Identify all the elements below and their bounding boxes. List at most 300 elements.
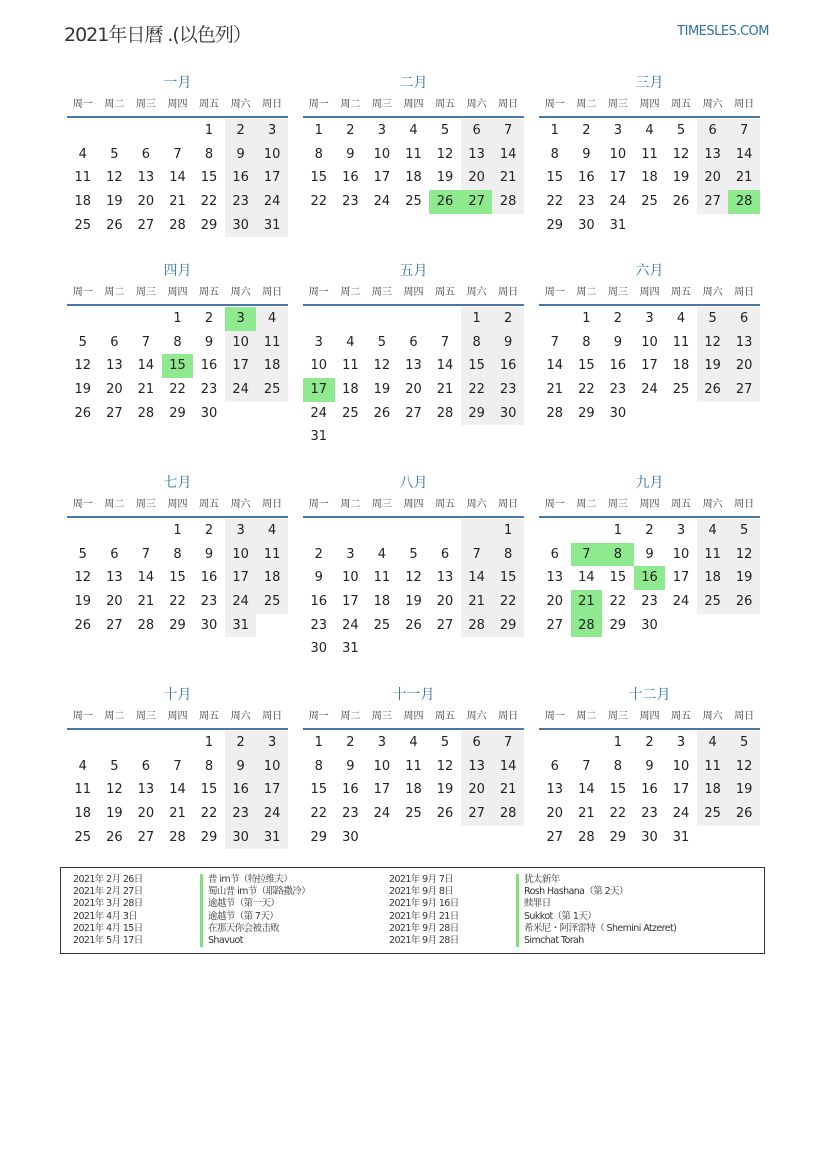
- day-cell: 1: [613, 735, 623, 750]
- holiday-name: 逾越节（第 7天）: [200, 911, 278, 923]
- day-cell: 2: [204, 311, 214, 326]
- empty-cell: [303, 519, 335, 543]
- month-name: 三月: [635, 75, 664, 91]
- day-cell: 9: [582, 146, 591, 162]
- day-cell: 25: [405, 806, 422, 822]
- day-cell: 18: [641, 170, 658, 186]
- day-cell: 24: [641, 382, 658, 398]
- empty-cell: [728, 826, 760, 850]
- weekday-label: 周二: [576, 99, 597, 110]
- empty-cell: [429, 425, 461, 449]
- day-cell: 19: [728, 778, 760, 802]
- day-cell: 5: [409, 546, 418, 562]
- day-cell: 22: [169, 382, 186, 398]
- day-cell: 31: [310, 429, 328, 445]
- day-cell: 30: [200, 617, 218, 633]
- holiday-row: [73, 923, 310, 935]
- day-cell: 1: [550, 123, 559, 138]
- weekday-label: 周日: [262, 499, 283, 510]
- day-cell: 4: [346, 334, 355, 350]
- empty-cell: [130, 119, 162, 143]
- empty-cell: [492, 826, 524, 850]
- empty-cell: [67, 731, 99, 755]
- day-cell: 16: [200, 358, 218, 374]
- day-cell: 2: [645, 735, 654, 750]
- day-cell: 14: [169, 782, 186, 798]
- day-cell: 11: [74, 782, 92, 798]
- day-cell: 24: [225, 590, 257, 614]
- day-cell: 20: [137, 806, 155, 822]
- day-cell: 9: [645, 546, 654, 562]
- weekday-label: 周三: [607, 99, 628, 110]
- day-cell: 12: [728, 755, 760, 779]
- day-cell: 20: [461, 166, 493, 190]
- month-name: 一月: [163, 75, 192, 91]
- weekday-header: [67, 94, 288, 118]
- day-cell: 17: [225, 354, 257, 378]
- holiday-date: 2021年 3月 28日: [73, 898, 143, 910]
- holiday-row: [73, 874, 310, 886]
- empty-cell: [130, 519, 162, 543]
- empty-cell: [366, 307, 398, 331]
- day-cell: 9: [225, 755, 257, 779]
- day-cell: 23: [609, 382, 627, 398]
- weekday-label: 周二: [104, 711, 125, 722]
- day-cell: 17: [672, 570, 690, 586]
- day-cell: 29: [578, 405, 595, 421]
- day-cell: 27: [546, 617, 564, 633]
- site-name[interactable]: TIMESLES.COM: [677, 24, 769, 39]
- day-cell: 8: [582, 334, 591, 350]
- day-cell: 14: [728, 143, 760, 167]
- day-cell: 3: [225, 519, 257, 543]
- weekday-label: 周五: [199, 711, 220, 722]
- day-cell: 28: [492, 802, 524, 826]
- holiday-row: [389, 935, 676, 947]
- day-cell: 14: [578, 570, 595, 586]
- day-cell: 5: [110, 758, 119, 774]
- day-cell: 20: [436, 594, 454, 610]
- day-cell: 10: [373, 146, 391, 162]
- day-cell: 15: [461, 354, 493, 378]
- day-cell: 6: [110, 334, 119, 350]
- day-cell: 5: [377, 334, 387, 350]
- month-calendar: [67, 72, 288, 237]
- day-cell: 22: [200, 806, 218, 822]
- day-cell: 20: [106, 594, 123, 610]
- day-cell: 13: [728, 331, 760, 355]
- empty-cell: [99, 307, 131, 331]
- day-cell: 21: [137, 594, 155, 610]
- day-cell: 25: [697, 590, 729, 614]
- day-cell: 21: [137, 382, 155, 398]
- empty-cell: [429, 637, 461, 661]
- weekday-label: 周四: [639, 287, 660, 298]
- weekday-label: 周五: [435, 287, 456, 298]
- day-cell: 28: [571, 614, 603, 638]
- empty-cell: [697, 214, 729, 238]
- day-cell: 8: [173, 334, 182, 350]
- day-cell: 26: [672, 194, 690, 210]
- day-cell: 28: [728, 190, 760, 214]
- month-calendar: [303, 72, 524, 214]
- day-cell: 27: [106, 405, 123, 421]
- day-cell: 28: [169, 829, 186, 845]
- day-cell: 18: [74, 806, 92, 822]
- day-cell: 12: [106, 170, 123, 186]
- empty-cell: [492, 637, 524, 661]
- day-cell: 27: [137, 829, 155, 845]
- day-cell: 2: [225, 119, 257, 143]
- day-cell: 23: [225, 190, 257, 214]
- day-cell: 26: [74, 405, 92, 421]
- month-calendar: [303, 472, 524, 661]
- day-cell: 2: [346, 123, 355, 138]
- day-cell: 2: [204, 523, 214, 538]
- empty-cell: [634, 214, 666, 238]
- day-cell: 22: [310, 194, 328, 210]
- day-cell: 22: [609, 806, 627, 822]
- day-cell: 26: [728, 590, 760, 614]
- day-cell: 14: [436, 358, 454, 374]
- day-cell: 3: [314, 334, 323, 350]
- day-cell: 25: [74, 217, 92, 233]
- weekday-label: 周四: [639, 711, 660, 722]
- day-cell: 20: [697, 166, 729, 190]
- weekday-label: 周三: [135, 99, 156, 110]
- weekday-label: 周四: [167, 287, 188, 298]
- weekday-label: 周四: [639, 99, 660, 110]
- day-cell: 8: [314, 758, 323, 774]
- day-cell: 6: [550, 546, 559, 562]
- day-cell: 1: [492, 519, 524, 543]
- day-cell: 7: [461, 543, 493, 567]
- day-cell: 26: [106, 217, 123, 233]
- empty-cell: [461, 826, 493, 850]
- day-cell: 18: [672, 358, 690, 374]
- day-cell: 4: [409, 735, 418, 750]
- day-cell: 29: [492, 614, 524, 638]
- day-cell: 4: [256, 307, 288, 331]
- day-cell: 26: [74, 617, 92, 633]
- day-cell: 3: [225, 307, 257, 331]
- day-cell: 11: [256, 331, 288, 355]
- month-calendar: [67, 472, 288, 637]
- weekday-header: [303, 282, 524, 306]
- day-cell: 3: [676, 735, 686, 750]
- day-cell: 16: [492, 354, 524, 378]
- empty-cell: [130, 307, 162, 331]
- weekday-label: 周五: [199, 499, 220, 510]
- weekday-label: 周六: [230, 711, 251, 722]
- weekday-label: 周六: [466, 711, 487, 722]
- day-cell: 15: [609, 570, 627, 586]
- day-grid: [67, 307, 288, 425]
- empty-cell: [429, 826, 461, 850]
- day-cell: 25: [697, 802, 729, 826]
- day-cell: 25: [373, 617, 391, 633]
- day-cell: 13: [546, 570, 564, 586]
- day-cell: 4: [697, 519, 729, 543]
- day-cell: 8: [550, 146, 559, 162]
- day-cell: 26: [436, 806, 454, 822]
- day-cell: 18: [405, 170, 422, 186]
- day-cell: 30: [492, 402, 524, 426]
- day-cell: 27: [436, 617, 454, 633]
- day-cell: 6: [697, 119, 729, 143]
- day-cell: 5: [78, 546, 87, 562]
- month-name: 五月: [399, 263, 428, 279]
- month-calendar: [539, 260, 760, 425]
- day-cell: 26: [728, 802, 760, 826]
- month-name: 八月: [399, 475, 428, 491]
- empty-cell: [162, 731, 194, 755]
- day-cell: 21: [169, 806, 186, 822]
- day-cell: 7: [550, 334, 559, 350]
- day-cell: 17: [641, 358, 658, 374]
- holiday-name: 逾越节（第一天）: [200, 898, 279, 910]
- day-cell: 28: [436, 405, 454, 421]
- day-cell: 11: [342, 358, 359, 374]
- day-cell: 2: [613, 311, 623, 326]
- weekday-label: 周二: [576, 287, 597, 298]
- day-cell: 3: [346, 546, 355, 562]
- day-cell: 29: [310, 829, 328, 845]
- holiday-date: 2021年 4月 3日: [73, 910, 138, 922]
- day-cell: 26: [373, 405, 391, 421]
- day-cell: 1: [173, 311, 182, 326]
- day-cell: 16: [609, 358, 627, 374]
- day-cell: 8: [613, 758, 623, 774]
- weekday-label: 周日: [498, 499, 519, 510]
- empty-cell: [571, 519, 603, 543]
- day-cell: 15: [162, 354, 194, 378]
- day-cell: 30: [310, 641, 328, 657]
- empty-cell: [99, 731, 131, 755]
- day-cell: 9: [346, 146, 355, 162]
- day-cell: 22: [200, 194, 218, 210]
- day-cell: 21: [492, 778, 524, 802]
- day-cell: 14: [169, 170, 186, 186]
- weekday-label: 周三: [371, 499, 392, 510]
- month-name: 二月: [399, 75, 428, 91]
- month-name: 十二月: [628, 687, 671, 703]
- empty-cell: [67, 307, 99, 331]
- day-cell: 17: [256, 778, 288, 802]
- day-cell: 24: [672, 806, 690, 822]
- day-grid: [539, 119, 760, 237]
- day-cell: 6: [550, 758, 559, 774]
- empty-cell: [335, 519, 367, 543]
- day-cell: 26: [697, 378, 729, 402]
- day-cell: 27: [461, 190, 493, 214]
- day-cell: 23: [342, 194, 359, 210]
- day-cell: 6: [141, 758, 151, 774]
- day-cell: 11: [697, 543, 729, 567]
- day-cell: 3: [613, 123, 623, 138]
- weekday-label: 周六: [702, 287, 723, 298]
- weekday-label: 周一: [308, 499, 329, 510]
- day-cell: 3: [377, 123, 387, 138]
- day-cell: 12: [436, 758, 454, 774]
- day-cell: 26: [106, 829, 123, 845]
- day-grid: [539, 519, 760, 637]
- day-cell: 1: [204, 735, 214, 750]
- holiday-row: [389, 923, 676, 935]
- day-cell: 18: [256, 354, 288, 378]
- day-cell: 8: [492, 543, 524, 567]
- day-cell: 1: [461, 307, 493, 331]
- day-cell: 12: [106, 782, 123, 798]
- day-cell: 4: [645, 123, 654, 138]
- day-cell: 11: [256, 543, 288, 567]
- month-calendar: [539, 72, 760, 237]
- weekday-label: 周二: [104, 99, 125, 110]
- empty-cell: [697, 614, 729, 638]
- day-cell: 27: [728, 378, 760, 402]
- month-calendar: [303, 684, 524, 849]
- day-cell: 10: [373, 758, 391, 774]
- weekday-label: 周二: [104, 499, 125, 510]
- weekday-label: 周三: [607, 287, 628, 298]
- weekday-label: 周四: [403, 287, 424, 298]
- weekday-label: 周五: [671, 287, 692, 298]
- empty-cell: [665, 614, 697, 638]
- holiday-date: 2021年 9月 8日: [389, 886, 454, 898]
- day-cell: 10: [672, 758, 690, 774]
- holiday-list-right: [389, 874, 676, 947]
- empty-cell: [665, 214, 697, 238]
- day-cell: 19: [106, 806, 123, 822]
- day-cell: 18: [74, 194, 92, 210]
- day-cell: 23: [641, 806, 658, 822]
- weekday-label: 周五: [435, 499, 456, 510]
- day-cell: 13: [106, 358, 123, 374]
- empty-cell: [429, 519, 461, 543]
- day-cell: 4: [377, 546, 387, 562]
- weekday-header: [539, 494, 760, 518]
- day-cell: 5: [440, 735, 450, 750]
- holiday-name: Simchat Torah: [516, 935, 584, 947]
- weekday-label: 周三: [371, 711, 392, 722]
- day-cell: 12: [436, 146, 454, 162]
- day-cell: 16: [342, 782, 359, 798]
- day-cell: 1: [173, 523, 182, 538]
- day-cell: 19: [697, 354, 729, 378]
- day-cell: 7: [173, 146, 182, 162]
- day-cell: 3: [676, 523, 686, 538]
- holiday-date: 2021年 9月 16日: [389, 898, 459, 910]
- day-cell: 10: [256, 755, 288, 779]
- day-cell: 29: [546, 217, 564, 233]
- day-cell: 7: [141, 334, 151, 350]
- day-cell: 9: [645, 758, 654, 774]
- day-cell: 29: [461, 402, 493, 426]
- holiday-name: 蜀山普 im节（耶路撒冷）: [200, 886, 310, 898]
- weekday-label: 周四: [167, 499, 188, 510]
- day-cell: 13: [461, 755, 493, 779]
- day-cell: 18: [405, 782, 422, 798]
- day-cell: 16: [578, 170, 595, 186]
- weekday-label: 周一: [72, 287, 93, 298]
- weekday-label: 周三: [371, 287, 392, 298]
- day-cell: 20: [405, 382, 422, 398]
- day-cell: 27: [137, 217, 155, 233]
- day-cell: 22: [169, 594, 186, 610]
- weekday-label: 周日: [262, 287, 283, 298]
- holiday-name: Shavuot: [200, 935, 243, 947]
- holiday-list: [60, 867, 765, 954]
- weekday-label: 周三: [135, 287, 156, 298]
- day-grid: [67, 519, 288, 637]
- day-cell: 16: [342, 170, 359, 186]
- day-cell: 20: [106, 382, 123, 398]
- day-cell: 9: [204, 546, 214, 562]
- day-cell: 18: [256, 566, 288, 590]
- day-cell: 12: [74, 570, 92, 586]
- day-cell: 6: [461, 731, 493, 755]
- day-cell: 26: [405, 617, 422, 633]
- day-cell: 5: [440, 123, 450, 138]
- weekday-label: 周一: [72, 711, 93, 722]
- day-cell: 8: [461, 331, 493, 355]
- day-cell: 30: [225, 826, 257, 850]
- day-cell: 2: [492, 307, 524, 331]
- day-cell: 12: [672, 146, 690, 162]
- day-cell: 15: [169, 570, 186, 586]
- holiday-date: 2021年 9月 21日: [389, 910, 459, 922]
- day-cell: 5: [110, 146, 119, 162]
- holiday-row: [389, 911, 676, 923]
- day-cell: 11: [405, 146, 422, 162]
- weekday-label: 周二: [576, 499, 597, 510]
- day-cell: 31: [672, 829, 690, 845]
- month-name: 四月: [163, 263, 192, 279]
- weekday-label: 周二: [104, 287, 125, 298]
- day-cell: 13: [137, 170, 155, 186]
- weekday-label: 周日: [734, 499, 755, 510]
- day-cell: 4: [78, 758, 87, 774]
- empty-cell: [256, 402, 288, 426]
- day-cell: 1: [204, 123, 214, 138]
- day-cell: 30: [200, 405, 218, 421]
- weekday-label: 周六: [466, 499, 487, 510]
- day-cell: 15: [200, 782, 218, 798]
- day-cell: 11: [697, 755, 729, 779]
- day-cell: 24: [256, 190, 288, 214]
- day-cell: 14: [137, 570, 155, 586]
- day-cell: 31: [342, 641, 359, 657]
- day-cell: 29: [200, 829, 218, 845]
- empty-cell: [398, 307, 430, 331]
- holiday-date: 2021年 9月 28日: [389, 934, 459, 946]
- weekday-label: 周一: [544, 499, 565, 510]
- empty-cell: [539, 519, 571, 543]
- day-cell: 13: [461, 143, 493, 167]
- day-cell: 18: [697, 778, 729, 802]
- day-cell: 21: [578, 806, 595, 822]
- day-cell: 15: [546, 170, 564, 186]
- day-cell: 10: [641, 334, 658, 350]
- day-cell: 21: [461, 590, 493, 614]
- day-cell: 29: [169, 405, 186, 421]
- day-cell: 30: [225, 214, 257, 238]
- weekday-label: 周六: [230, 99, 251, 110]
- month-calendar: [539, 472, 760, 637]
- day-cell: 13: [137, 782, 155, 798]
- day-cell: 30: [641, 829, 658, 845]
- holiday-date: 2021年 9月 28日: [389, 922, 459, 934]
